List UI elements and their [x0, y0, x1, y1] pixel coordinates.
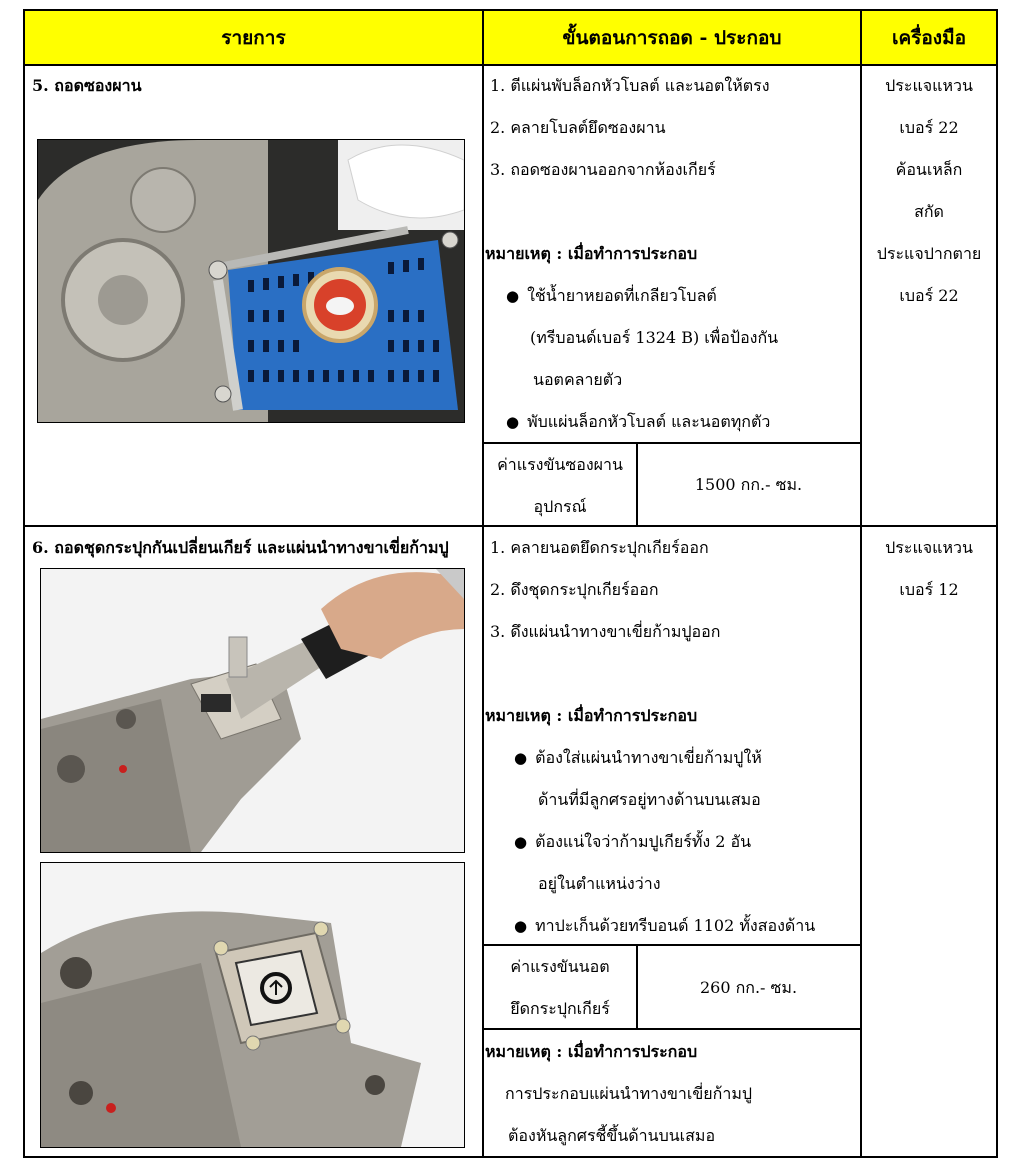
row6-note-bullet-1-text: ต้องใส่แผ่นนำทางขาเขี่ยก้ามปูให้	[535, 748, 762, 767]
row6-note-bullet-2-line2: อยู่ในตำแหน่งว่าง	[538, 874, 661, 893]
header-tools-label: เครื่องมือ	[891, 26, 967, 49]
row5-tool-4: สกัด	[914, 202, 944, 221]
row5-torque-value: 1500 กก.- ซม.	[694, 475, 803, 494]
row6-photo-2	[40, 862, 465, 1148]
row6-tool-1: ประแจแหวน	[885, 538, 973, 557]
row5-step-2: 2. คลายโบลต์ยึดซองผาน	[490, 118, 666, 137]
row5-torque-label-2: อุปกรณ์	[533, 497, 587, 516]
row6-note-bullet-1	[514, 748, 762, 768]
row6-note-bullet-3-text: ทาปะเก็นด้วยทรีบอนด์ 1102 ทั้งสองด้าน	[535, 916, 816, 935]
header-procedure-label: ขั้นตอนการถอด - ประกอบ	[562, 26, 782, 49]
row6-note-bullet-1-line2: ด้านที่มีลูกศรอยู่ทางด้านบนเสมอ	[538, 790, 761, 809]
header-divider	[23, 64, 998, 66]
header-tools	[861, 10, 997, 65]
row6-tool-2: เบอร์ 12	[899, 580, 959, 599]
row5-note-bullet-1-line3: นอตคลายตัว	[533, 370, 623, 389]
torque6-divider-top	[483, 944, 861, 946]
gear-shift-removal-photo-icon	[41, 569, 464, 852]
gear-case-photo-icon	[38, 140, 464, 422]
row6-step-2: 2. ดึงชุดกระปุกเกียร์ออก	[490, 580, 659, 599]
row6-torque-value: 260 กก.- ซม.	[699, 978, 798, 997]
row6-step-1: 1. คลายนอตยึดกระปุกเกียร์ออก	[490, 538, 709, 557]
row5-photo	[37, 139, 465, 423]
row5-tool-6: เบอร์ 22	[899, 286, 959, 305]
guide-plate-photo-icon	[41, 863, 464, 1147]
header-item	[24, 10, 483, 65]
row6-note2-line1: การประกอบแผ่นนำทางขาเขี่ยก้ามปู	[505, 1084, 753, 1103]
row5-torque-label-1: ค่าแรงขันซองผาน	[497, 455, 623, 474]
row5-note-bullet-1-line2: (ทรีบอนด์เบอร์ 1324 B) เพื่อป้องกัน	[530, 328, 779, 347]
row5-item-title: 5. ถอดซองผาน	[32, 76, 142, 95]
torque6-divider-bottom	[483, 1028, 861, 1030]
row6-note-title: หมายเหตุ : เมื่อทำการประกอบ	[485, 706, 698, 725]
table-border-top	[23, 9, 998, 11]
row6-note2-line2: ต้องหันลูกศรชี้ขึ้นด้านบนเสมอ	[508, 1126, 716, 1145]
row5-note-bullet-1	[506, 286, 717, 306]
row5-tool-2: เบอร์ 22	[899, 118, 959, 137]
table-border-bottom	[23, 1156, 998, 1158]
row6-step-3: 3. ดึงแผ่นนำทางขาเขี่ยก้ามปูออก	[490, 622, 721, 641]
row5-tool-5: ประแจปากตาย	[876, 244, 982, 263]
row5-step-3: 3. ถอดซองผานออกจากห้องเกียร์	[490, 160, 716, 179]
column-divider-1	[482, 9, 484, 1158]
row5-note-title: หมายเหตุ : เมื่อทำการประกอบ	[485, 244, 698, 263]
header-item-label: รายการ	[221, 26, 286, 49]
row5-note-bullet-1-text: ใช้น้ำยาหยอดที่เกลียวโบลต์	[527, 286, 717, 305]
row5-step-1: 1. ตีแผ่นพับล็อกหัวโบลต์ และนอตให้ตรง	[490, 76, 770, 95]
row6-photo-1	[40, 568, 465, 853]
table-border-left	[23, 9, 25, 1158]
row5-note-bullet-2-text: พับแผ่นล็อกหัวโบลต์ และนอตทุกตัว	[527, 412, 771, 431]
table-border-right	[996, 9, 998, 1158]
row6-note-bullet-2	[514, 832, 751, 852]
header-procedure	[483, 10, 861, 65]
row6-note2-title: หมายเหตุ : เมื่อทำการประกอบ	[485, 1042, 698, 1061]
torque5-divider-top	[483, 442, 861, 444]
row6-note-bullet-2-text: ต้องแน่ใจว่าก้ามปูเกียร์ทั้ง 2 อัน	[535, 832, 752, 851]
row6-torque-label-2: ยึดกระปุกเกียร์	[510, 999, 610, 1018]
row6-item-title: 6. ถอดชุดกระปุกกันเปลี่ยนเกียร์ และแผ่นนำทางขาเขี่ยก้ามปู	[32, 538, 449, 557]
row5-tool-3: ค้อนเหล็ก	[895, 160, 963, 179]
row6-torque-label-1: ค่าแรงขันนอต	[510, 957, 610, 976]
row-divider	[23, 525, 998, 527]
row5-note-bullet-2	[506, 412, 770, 432]
row6-note-bullet-3	[514, 916, 815, 936]
row5-tool-1: ประแจแหวน	[885, 76, 973, 95]
